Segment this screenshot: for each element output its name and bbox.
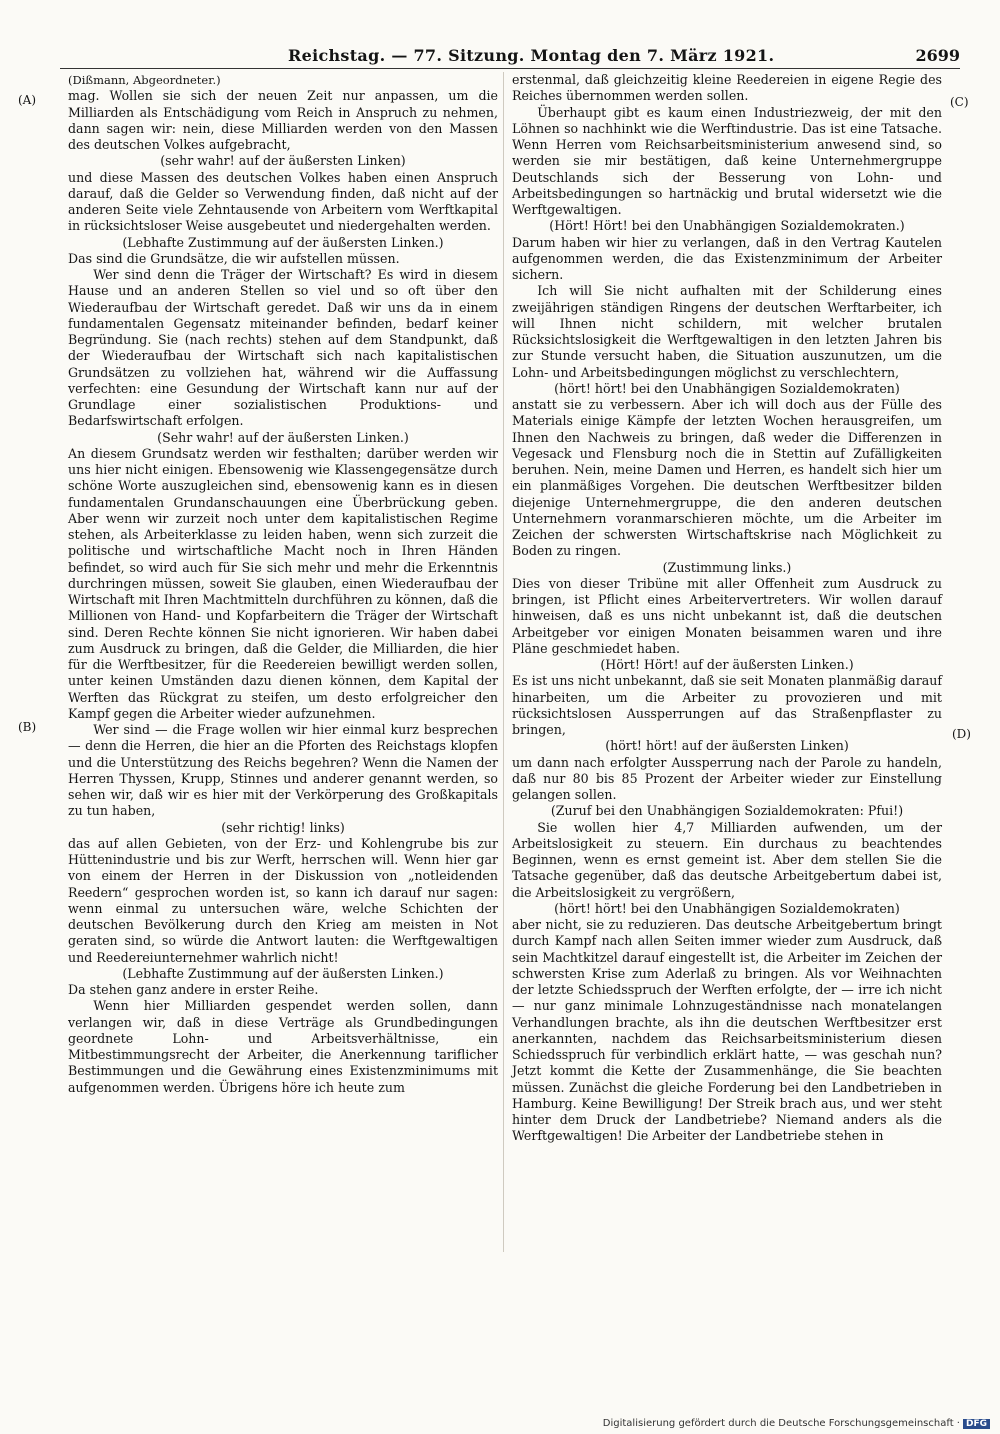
interjection: (hört! hört! bei den Unabhängigen Sozialdemokraten)	[554, 900, 900, 916]
left-paragraphs	[68, 88, 498, 1096]
paragraph: und diese Massen des deutschen Volkes haben einen Anspruch darauf, daß die Gelder so Verwendung finden, daß nicht auf der anderen Seite viele Zehntausende von Arbeitern vom Werftkapital in rücksichtsloser Weise ausgebeutet und niedergehalten werden.	[68, 169, 498, 234]
interjection: (Hört! Hört! auf der äußersten Linken.)	[600, 657, 854, 672]
paragraph: Überhaupt gibt es kaum einen Industriezweig, der mit den Löhnen so nachhinkt wie die Werftindustrie. Das ist eine Tatsache. Wenn Herren vom Reichsarbeitsministerium anwesend sind, so werden sie mir bestätigen, daß keine Unternehmergruppe Deutschlands sich der Besserung von Lohn- und Arbeitsbedingungen so hartnäckig und brutal widersetzt wie die Werftgewaltigen.	[512, 104, 942, 217]
running-title: Reichstag. — 77. Sitzung. Montag den 7. März 1921.	[288, 46, 775, 65]
paragraph: Wer sind denn die Träger der Wirtschaft? Es wird in diesem Hause und an anderen Stellen so viel und so oft über den Wiederaufbau der Wirtschaft geredet. Daß wir uns da in einem fundamentalen Gegensatz miteinander befinden, bedarf keiner Begründung. Sie (nach rechts) stehen auf dem Standpunkt, daß der Wiederaufbau der Wirtschaft sich nach kapitalistischen Grundsätzen zu vollziehen hat, während wir die Auffassung verfechten: eine Gesundung der Wirtschaft kann nur auf der Grundlage einer sozialistischen Produktions- und Bedarfswirtschaft erfolgen.	[68, 267, 498, 429]
paragraph: Da stehen ganz andere in erster Reihe.	[68, 982, 319, 997]
paragraph: Dies von dieser Tribüne mit aller Offenheit zum Ausdruck zu bringen, ist Pflicht eines Arbeitervertreters. Wir wollen darauf hinweisen, daß es uns nicht unbekannt ist, daß die deutschen Arbeitgeber vor einigen Monaten beisammen waren und ihre Pläne geschmiedet haben.	[512, 575, 942, 656]
interjection: (Sehr wahr! auf der äußersten Linken.)	[157, 429, 409, 445]
interjection: (Zuruf bei den Unabhängigen Sozialdemokraten: Pfui!)	[550, 803, 904, 819]
interjection: (hört! hört! auf der äußersten Linken)	[605, 738, 849, 754]
paragraph: um dann nach erfolgter Aussperrung nach der Parole zu handeln, daß nur 80 bis 85 Prozent der Arbeiter wieder zur Einstellung gelangen sollen.	[512, 754, 942, 802]
paragraph: Wer sind — die Frage wollen wir hier einmal kurz besprechen — denn die Herren, die hier an die Pforten des Reichstags klopfen und die Unterstützung des Reichs begehren? Wenn die Namen der Herren Thyssen, Krupp, Stinnes und anderer genannt werden, so sehen wir, daß wir es hier mit der Verkörperung des Großkapitals zu tun haben,	[68, 722, 498, 819]
paragraph: Es ist uns nicht unbekannt, daß sie seit Monaten planmäßig darauf hinarbeiten, um die Arbeiter zu provozieren und mit rücksichtslosen Aussperrungen auf das Straßenpflaster zu bringen,	[512, 673, 942, 737]
margin-mark-d: (D)	[952, 727, 971, 741]
page-number: 2699	[915, 46, 960, 65]
paragraph: mag. Wollen sie sich der neuen Zeit nur anpassen, um die Milliarden als Entschädigung vom Reich in Anspruch zu nehmen, dann sagen wir: nein, diese Milliarden werden von den Massen des deutschen Volkes aufgebracht,	[68, 88, 498, 152]
running-header	[60, 40, 960, 66]
interjection: (Zustimmung links.)	[662, 559, 792, 575]
speaker-label: (Dißmann, Abgeordneter.)	[68, 73, 221, 87]
paragraph: anstatt sie zu verbessern. Aber ich will doch aus der Fülle des Materials einige Kämpfe der letzten Wochen herausgreifen, um Ihnen den Nachweis zu bringen, daß weder die Differenzen in Vegesack und Flensburg noch die in Stettin auf Zufälligkeiten beruhen. Nein, meine Damen und Herren, es handelt sich hier um ein planmäßiges Vorgehen. Die deutschen Werftbesitzer bilden diejenige Unternehmergruppe, die den anderen deutschen Unternehmern voranmarschieren möchte, um die Arbeiter im Zeichen der schwersten Wirtschaftskrise nach Möglichkeit zu Boden zu ringen.	[512, 397, 942, 559]
paragraph: Darum haben wir hier zu verlangen, daß in den Vertrag Kautelen aufgenommen werden, die das Existenzminimum der Arbeiter sichern.	[512, 234, 942, 282]
paragraph: aber nicht, sie zu reduzieren. Das deutsche Arbeitgebertum bringt durch Kampf nach allen Seiten immer wieder zum Ausdruck, daß sein Machtkitzel darauf eingestellt ist, die Arbeiter im Zeichen der schwersten Krise zum Aderlaß zu bringen. Als vor Weihnachten der letzte Schiedsspruch der Werften erfolgte, der — irre ich nicht — nur ganz minimale Lohnzugeständnisse nach monatelangen Verhandlungen brachte, als ihn die deutschen Werftbesitzer erst anerkannten, nachdem das Reichsarbeitsministerium diesen Schiedsspruch für verbindlich erklärt hatte, — was geschah nun? Jetzt kommt die Kette der Zusammenhänge, die Sie beachten müssen. Zunächst die gleiche Forderung bei den Landbetrieben in Hamburg. Keine Bewilligung! Der Streik brach aus, und wer steht hinter dem Druck der Landbetriebe? Niemand anders als die Werftgewaltigen! Die Arbeiter der Landbetriebe stehen in	[512, 917, 942, 1144]
dfg-logo: DFG	[963, 1419, 990, 1429]
paragraph: Sie wollen hier 4,7 Milliarden aufwenden, um der Arbeitslosigkeit zu steuern. Ein durchaus zu beachtendes Beginnen, wenn es ernst gemeint ist. Aber dem stellen Sie die Tatsache gegenüber, daß das deutsche Arbeitgebertum dabei ist, die Arbeitslosigkeit zu vergrößern,	[512, 819, 942, 900]
column-separator	[503, 72, 504, 1252]
margin-mark-b: (B)	[18, 720, 37, 734]
left-column	[68, 72, 498, 1096]
credit-text: Digitalisierung gefördert durch die Deutsche Forschungsgemeinschaft ·	[602, 1418, 960, 1429]
interjection: (Hört! Hört! bei den Unabhängigen Sozialdemokraten.)	[549, 218, 905, 234]
paragraph: Das sind die Grundsätze, die wir aufstellen müssen.	[68, 250, 400, 266]
paragraph: das auf allen Gebieten, von der Erz- und Kohlengrube bis zur Hüttenindustrie und bis zur Werft, herrschen will. Wenn hier gar von einem der Herren in der Diskussion von „notleidenden Reedern“ gesprochen worden ist, so kann ich darauf nur sagen: wenn einmal zu untersuchen wäre, welche Schichten der deutschen Bevölkerung durch den Krieg am meisten in Not geraten sind, so würde die Antwort lauten: die Werftgewaltigen und Reedereiunternehmer wahrlich nicht!	[68, 835, 498, 965]
header-rule	[60, 68, 960, 69]
interjection: (Lebhafte Zustimmung auf der äußersten Linken.)	[122, 965, 444, 981]
digitization-credit	[603, 1418, 990, 1429]
interjection: (Lebhafte Zustimmung auf der äußersten Linken.)	[122, 234, 444, 250]
paragraph: An diesem Grundsatz werden wir festhalten; darüber werden wir uns hier nicht einigen. Ebensowenig wie Klassengegensätze durch schöne Worte auszugleichen sind, ebensowenig kann es in diesen fundamentalen Grundanschauungen eine Überbrückung geben. Aber wenn wir zurzeit noch unter dem kapitalistischen Regime stehen, als Arbeiterklasse zu leiden haben, wenn sich zurzeit die politische und wirtschaftliche Macht noch in Ihren Händen befindet, so wird auch für Sie sich mehr und mehr die Erkenntnis durchringen müssen, soweit Sie glauben, einen Wiederaufbau der Wirtschaft mit Ihren Machtmitteln durchführen zu können, daß die Millionen von Hand- und Kopfarbeitern die Träger der Wirtschaft sind. Deren Rechte können Sie nicht ignorieren. Wir haben dabei zum Ausdruck zu bringen, daß die Gelder, die Milliarden, die hier für die Werftbesitzer, für die Reedereien bewilligt werden sollen, unter keinen Umständen dazu dienen können, dem Kapital der Werften das Rückgrat zu steifen, um desto erfolgreicher den Kampf gegen die Arbeiter wieder aufzunehmen.	[68, 445, 498, 721]
interjection: (sehr richtig! links)	[221, 819, 345, 835]
interjection: (sehr wahr! auf der äußersten Linken)	[160, 153, 406, 169]
right-paragraphs	[512, 72, 942, 1145]
right-column	[512, 72, 942, 1145]
paragraph: Ich will Sie nicht aufhalten mit der Schilderung eines zweijährigen ständigen Ringens der deutschen Werftarbeiter, ich will Ihnen nicht schildern, mit welcher brutalen Rücksichtslosigkeit die Werftgewaltigen in den letzten Jahren bis zur Stunde versucht haben, die Situation auszunutzen, um die Lohn- und Arbeitsbedingungen möglichst zu verschlechtern,	[512, 283, 942, 380]
paragraph: erstenmal, daß gleichzeitig kleine Reedereien in eigene Regie des Reiches übernommen werden sollen.	[512, 72, 942, 104]
paragraph: Wenn hier Milliarden gespendet werden sollen, dann verlangen wir, daß in diese Verträge als Grundbedingungen geordnete Lohn- und Arbeitsverhältnisse, ein Mitbestimmungsrecht der Arbeiter, die Anerkennung tariflicher Bestimmungen und die Gewährung eines Existenzminimums mit aufgenommen werden. Übrigens höre ich heute zum	[68, 998, 498, 1095]
margin-mark-a: (A)	[18, 93, 37, 107]
interjection: (hört! hört! bei den Unabhängigen Sozialdemokraten)	[554, 380, 900, 396]
margin-mark-c: (C)	[950, 95, 969, 109]
